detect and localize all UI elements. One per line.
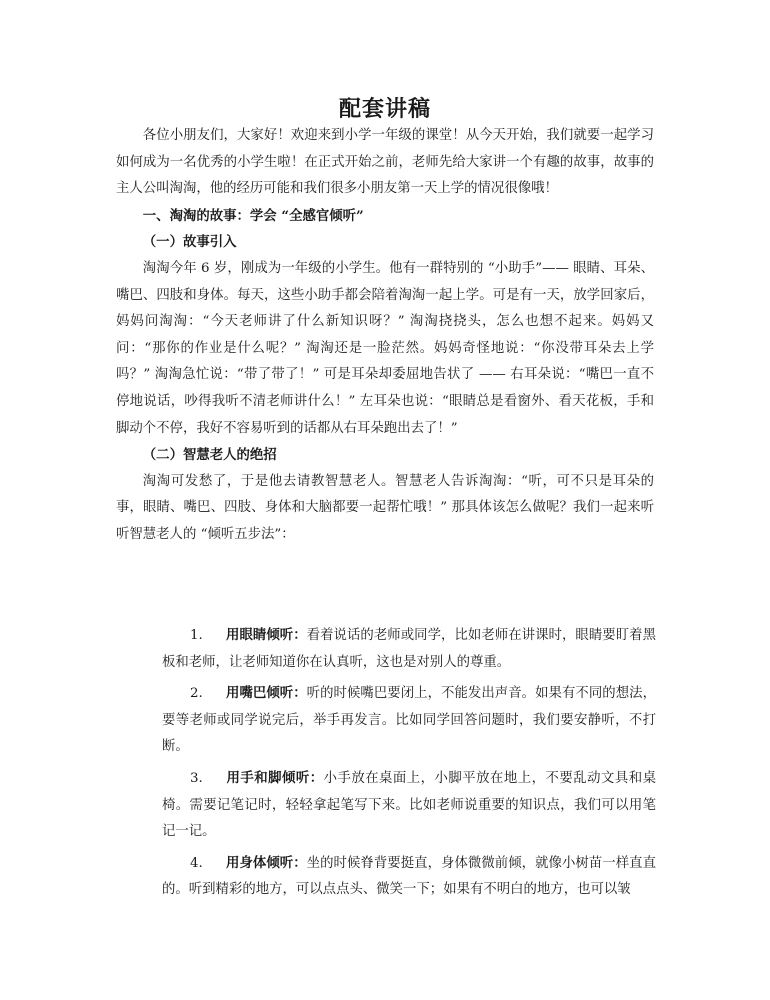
subsection-heading-wisdom: （二）智慧老人的绝招	[142, 447, 277, 464]
step-number: 1.	[190, 628, 203, 643]
step-text: 听的时候嘴巴要闭上，不能发出声音。如果有不同的想法，要等老师或同学说完后，举手再发言。比如同学回答问题时，我们要安静听，不打断。	[162, 686, 656, 755]
step-title: 用眼睛倾听：	[226, 627, 307, 643]
step-text: 坐的时候脊背要挺直，身体微微前倾，就像小树苗一样直直的。听到精彩的地方，可以点点头、微笑一下；如果有不明白的地方，也可以皱	[162, 855, 656, 898]
step-text: 小手放在桌面上，小脚平放在地上，不要乱动文具和桌椅。需要记笔记时，轻轻拿起笔写下来。比如老师说重要的知识点，我们可以用笔记一记。	[162, 770, 656, 840]
body-text	[116, 123, 654, 549]
list-item	[162, 765, 656, 846]
page-title: 配套讲稿	[338, 96, 431, 122]
subsection-heading-story: （一）故事引入	[142, 234, 237, 251]
story-paragraph: 淘淘今年 6 岁，刚成为一年级的小学生。他有一群特别的 “小助手”—— 眼睛、耳朵、嘴巴、四肢和身体。每天，这些小助手都会陪着淘淘一起上学。可是有一天，放学回家后，妈妈问淘淘：“今天老师讲了什么新知识呀？” 淘淘挠挠头，怎么也想不起来。妈妈又问：“那你的作业是什么呢？” 淘淘还是一脸茫然。妈妈奇怪地说：“你没带耳朵去上学吗？” 淘淘急忙说：“带了带了！” 可是耳朵却委屈地告状了 —— 右耳朵说：“嘴巴一直不停地说话，吵得我听不清老师讲什么！” 左耳朵也说：“眼睛总是看窗外、看天花板，手和脚动个不停，我好不容易听到的话都从右耳朵跑出去了！”	[116, 260, 654, 436]
list-item	[162, 680, 656, 761]
step-number: 2.	[190, 686, 203, 702]
list-item	[162, 850, 656, 904]
list-item	[162, 622, 656, 676]
step-text: 看着说话的老师或同学，比如老师在讲课时，眼睛要盯着黑板和老师，让老师知道你在认真听，这也是对别人的尊重。	[162, 628, 656, 670]
step-number: 3.	[190, 770, 203, 786]
intro-paragraph: 各位小朋友们，大家好！欢迎来到小学一年级的课堂！从今天开始，我们就要一起学习如何成为一名优秀的小学生啦！在正式开始之前，老师先给大家讲一个有趣的故事，故事的主人公叫淘淘，他的经历可能和我们很多小朋友第一天上学的情况很像哦！	[116, 128, 654, 197]
wisdom-paragraph: 淘淘可发愁了，于是他去请教智慧老人。智慧老人告诉淘淘：“听，可不只是耳朵的事，眼睛、嘴巴、四肢、身体和大脑都要一起帮忙哦！” 那具体该怎么做呢？我们一起来听听智慧老人的 “倾听五步法”：	[116, 473, 654, 542]
step-title: 用手和脚倾听：	[226, 769, 324, 786]
step-title: 用身体倾听：	[226, 854, 307, 871]
step-title: 用嘴巴倾听：	[226, 685, 307, 702]
step-number: 4.	[190, 855, 203, 871]
section-heading: 一、淘淘的故事：学会 “全感官倾听”	[142, 207, 364, 224]
steps-list	[162, 622, 656, 908]
